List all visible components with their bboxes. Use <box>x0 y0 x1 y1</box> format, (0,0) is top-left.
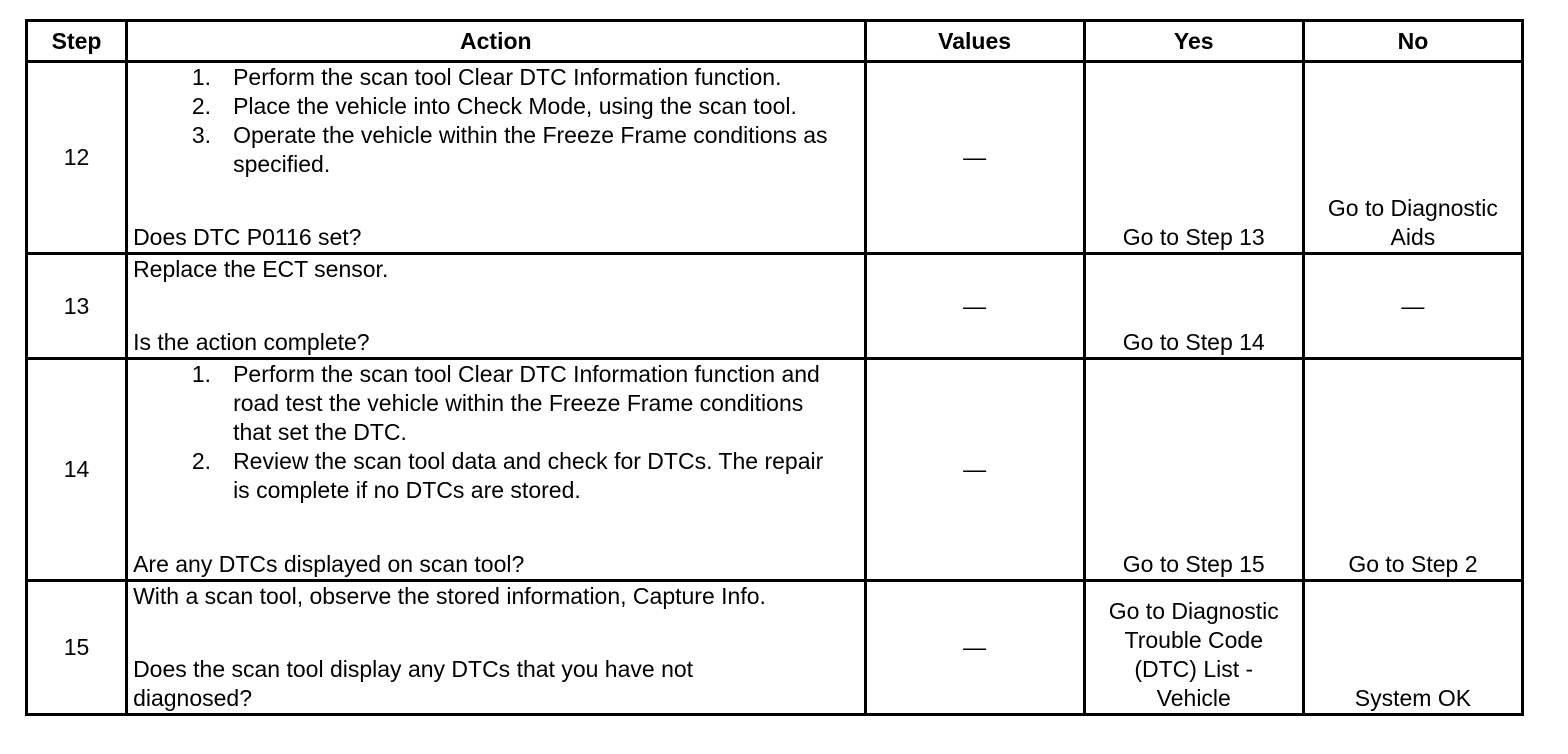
action-steps-list <box>133 63 858 179</box>
action-step-text: Place the vehicle into Check Mode, using the scan tool. <box>233 93 797 119</box>
table-row <box>27 359 1523 581</box>
action-question: Is the action complete? <box>133 329 370 355</box>
action-question: Does the scan tool display any DTCs that you have not diagnosed? <box>133 656 694 711</box>
yes-cell: Go to Diagnostic Trouble Code (DTC) List - Vehicle <box>1084 581 1303 715</box>
no-cell: Go to Step 2 <box>1303 359 1522 581</box>
action-step-number: 2. <box>191 448 212 474</box>
action-text: With a scan tool, observe the stored information, Capture Info. <box>133 583 766 609</box>
values-cell: — <box>865 359 1084 581</box>
table-row <box>27 581 1523 715</box>
table-row <box>27 254 1523 359</box>
action-step-number: 2. <box>191 93 212 119</box>
action-step <box>133 92 858 121</box>
values-cell: — <box>865 62 1084 254</box>
values-cell: — <box>865 254 1084 359</box>
header-yes: Yes <box>1084 21 1303 62</box>
action-steps-list <box>133 360 858 505</box>
action-step-text: Operate the vehicle within the Freeze Frame conditions as specified. <box>233 122 828 177</box>
yes-cell: Go to Step 15 <box>1084 359 1303 581</box>
header-step: Step <box>27 21 127 62</box>
yes-cell: Go to Step 13 <box>1084 62 1303 254</box>
action-cell <box>127 62 865 254</box>
values-cell: — <box>865 581 1084 715</box>
action-step-number: 3. <box>191 122 212 148</box>
action-cell <box>127 359 865 581</box>
action-step-text: Perform the scan tool Clear DTC Information function. <box>233 64 782 90</box>
action-step <box>133 447 828 505</box>
action-question: Does DTC P0116 set? <box>133 224 362 250</box>
action-step-number: 1. <box>191 64 212 90</box>
action-step <box>133 121 858 179</box>
step-number: 15 <box>27 581 127 715</box>
action-cell <box>127 254 865 359</box>
action-cell <box>127 581 865 715</box>
action-step-number: 1. <box>191 361 212 387</box>
header-row <box>27 21 1523 62</box>
no-cell: System OK <box>1303 581 1522 715</box>
yes-cell: Go to Step 14 <box>1084 254 1303 359</box>
no-cell: — <box>1303 254 1522 359</box>
header-action: Action <box>127 21 865 62</box>
diagnostic-table <box>25 19 1524 716</box>
no-cell: Go to Diagnostic Aids <box>1303 62 1522 254</box>
header-no: No <box>1303 21 1522 62</box>
action-question: Are any DTCs displayed on scan tool? <box>133 551 525 577</box>
action-step-text: Review the scan tool data and check for DTCs. The repair is complete if no DTCs are stored. <box>233 448 824 503</box>
action-step-text: Perform the scan tool Clear DTC Information function and road test the vehicle within the Freeze Frame conditions that set the DTC. <box>233 361 820 445</box>
action-step <box>133 63 858 92</box>
table-row <box>27 62 1523 254</box>
header-values: Values <box>865 21 1084 62</box>
action-step <box>133 360 828 447</box>
step-number: 14 <box>27 359 127 581</box>
action-text: Replace the ECT sensor. <box>133 256 389 282</box>
step-number: 12 <box>27 62 127 254</box>
step-number: 13 <box>27 254 127 359</box>
